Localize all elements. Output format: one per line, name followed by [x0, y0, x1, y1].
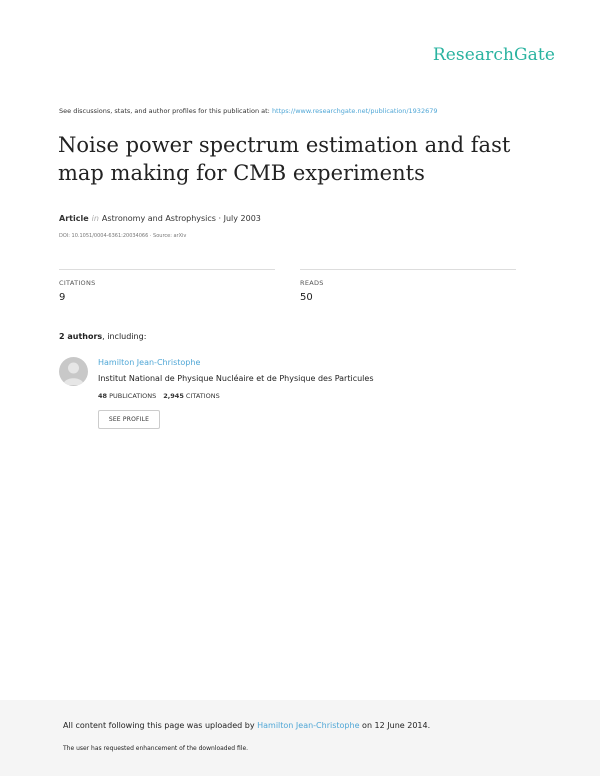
authors-including: , including: [102, 332, 147, 341]
publication-title: Noise power spectrum estimation and fast map making for CMB experiments [58, 133, 511, 185]
publication-meta [59, 214, 261, 223]
discussions-line [59, 107, 437, 115]
author-publications-label: PUBLICATIONS [109, 392, 157, 400]
uploader-link[interactable]: Hamilton Jean-Christophe [257, 721, 360, 730]
see-profile-button[interactable]: SEE PROFILE [98, 410, 160, 429]
researchgate-logo[interactable]: ResearchGate [432, 45, 555, 65]
upload-line [63, 721, 430, 730]
in-word: in [91, 214, 99, 223]
journal-date[interactable]: Astronomy and Astrophysics · July 2003 [101, 214, 261, 223]
doi-line: DOI: 10.1051/0004-6361:20034066 · Source: arXiv [59, 233, 187, 239]
publication-link[interactable]: https://www.researchgate.net/publication/1932679 [271, 107, 438, 115]
reads-value: 50 [300, 292, 313, 303]
enhancement-note: The user has requested enhancement of the downloaded file. [63, 745, 249, 752]
upload-suffix: on 12 June 2014. [359, 721, 431, 730]
reads-label: READS [300, 279, 324, 287]
author-name-link[interactable]: Hamilton Jean-Christophe [98, 358, 201, 367]
publication-type: Article [59, 214, 89, 223]
upload-prefix: All content following this page was uploaded by [63, 721, 258, 730]
authors-heading [59, 332, 146, 341]
discussions-text: See discussions, stats, and author profiles for this publication at: [59, 107, 272, 115]
citations-value: 9 [59, 292, 66, 303]
user-silhouette-icon [59, 357, 88, 386]
reads-stat [300, 269, 516, 303]
author-citations-count: 2,945 [163, 392, 184, 400]
citations-label: CITATIONS [59, 279, 96, 287]
author-avatar[interactable] [59, 357, 88, 386]
author-stats [98, 392, 220, 400]
author-citations-label: CITATIONS [185, 392, 220, 400]
authors-count: 2 authors [59, 332, 103, 341]
footer [0, 700, 600, 776]
author-institution: Institut National de Physique Nucléaire et de Physique des Particules [98, 374, 374, 383]
citations-stat [59, 269, 275, 303]
author-publications-count: 48 [98, 392, 108, 400]
